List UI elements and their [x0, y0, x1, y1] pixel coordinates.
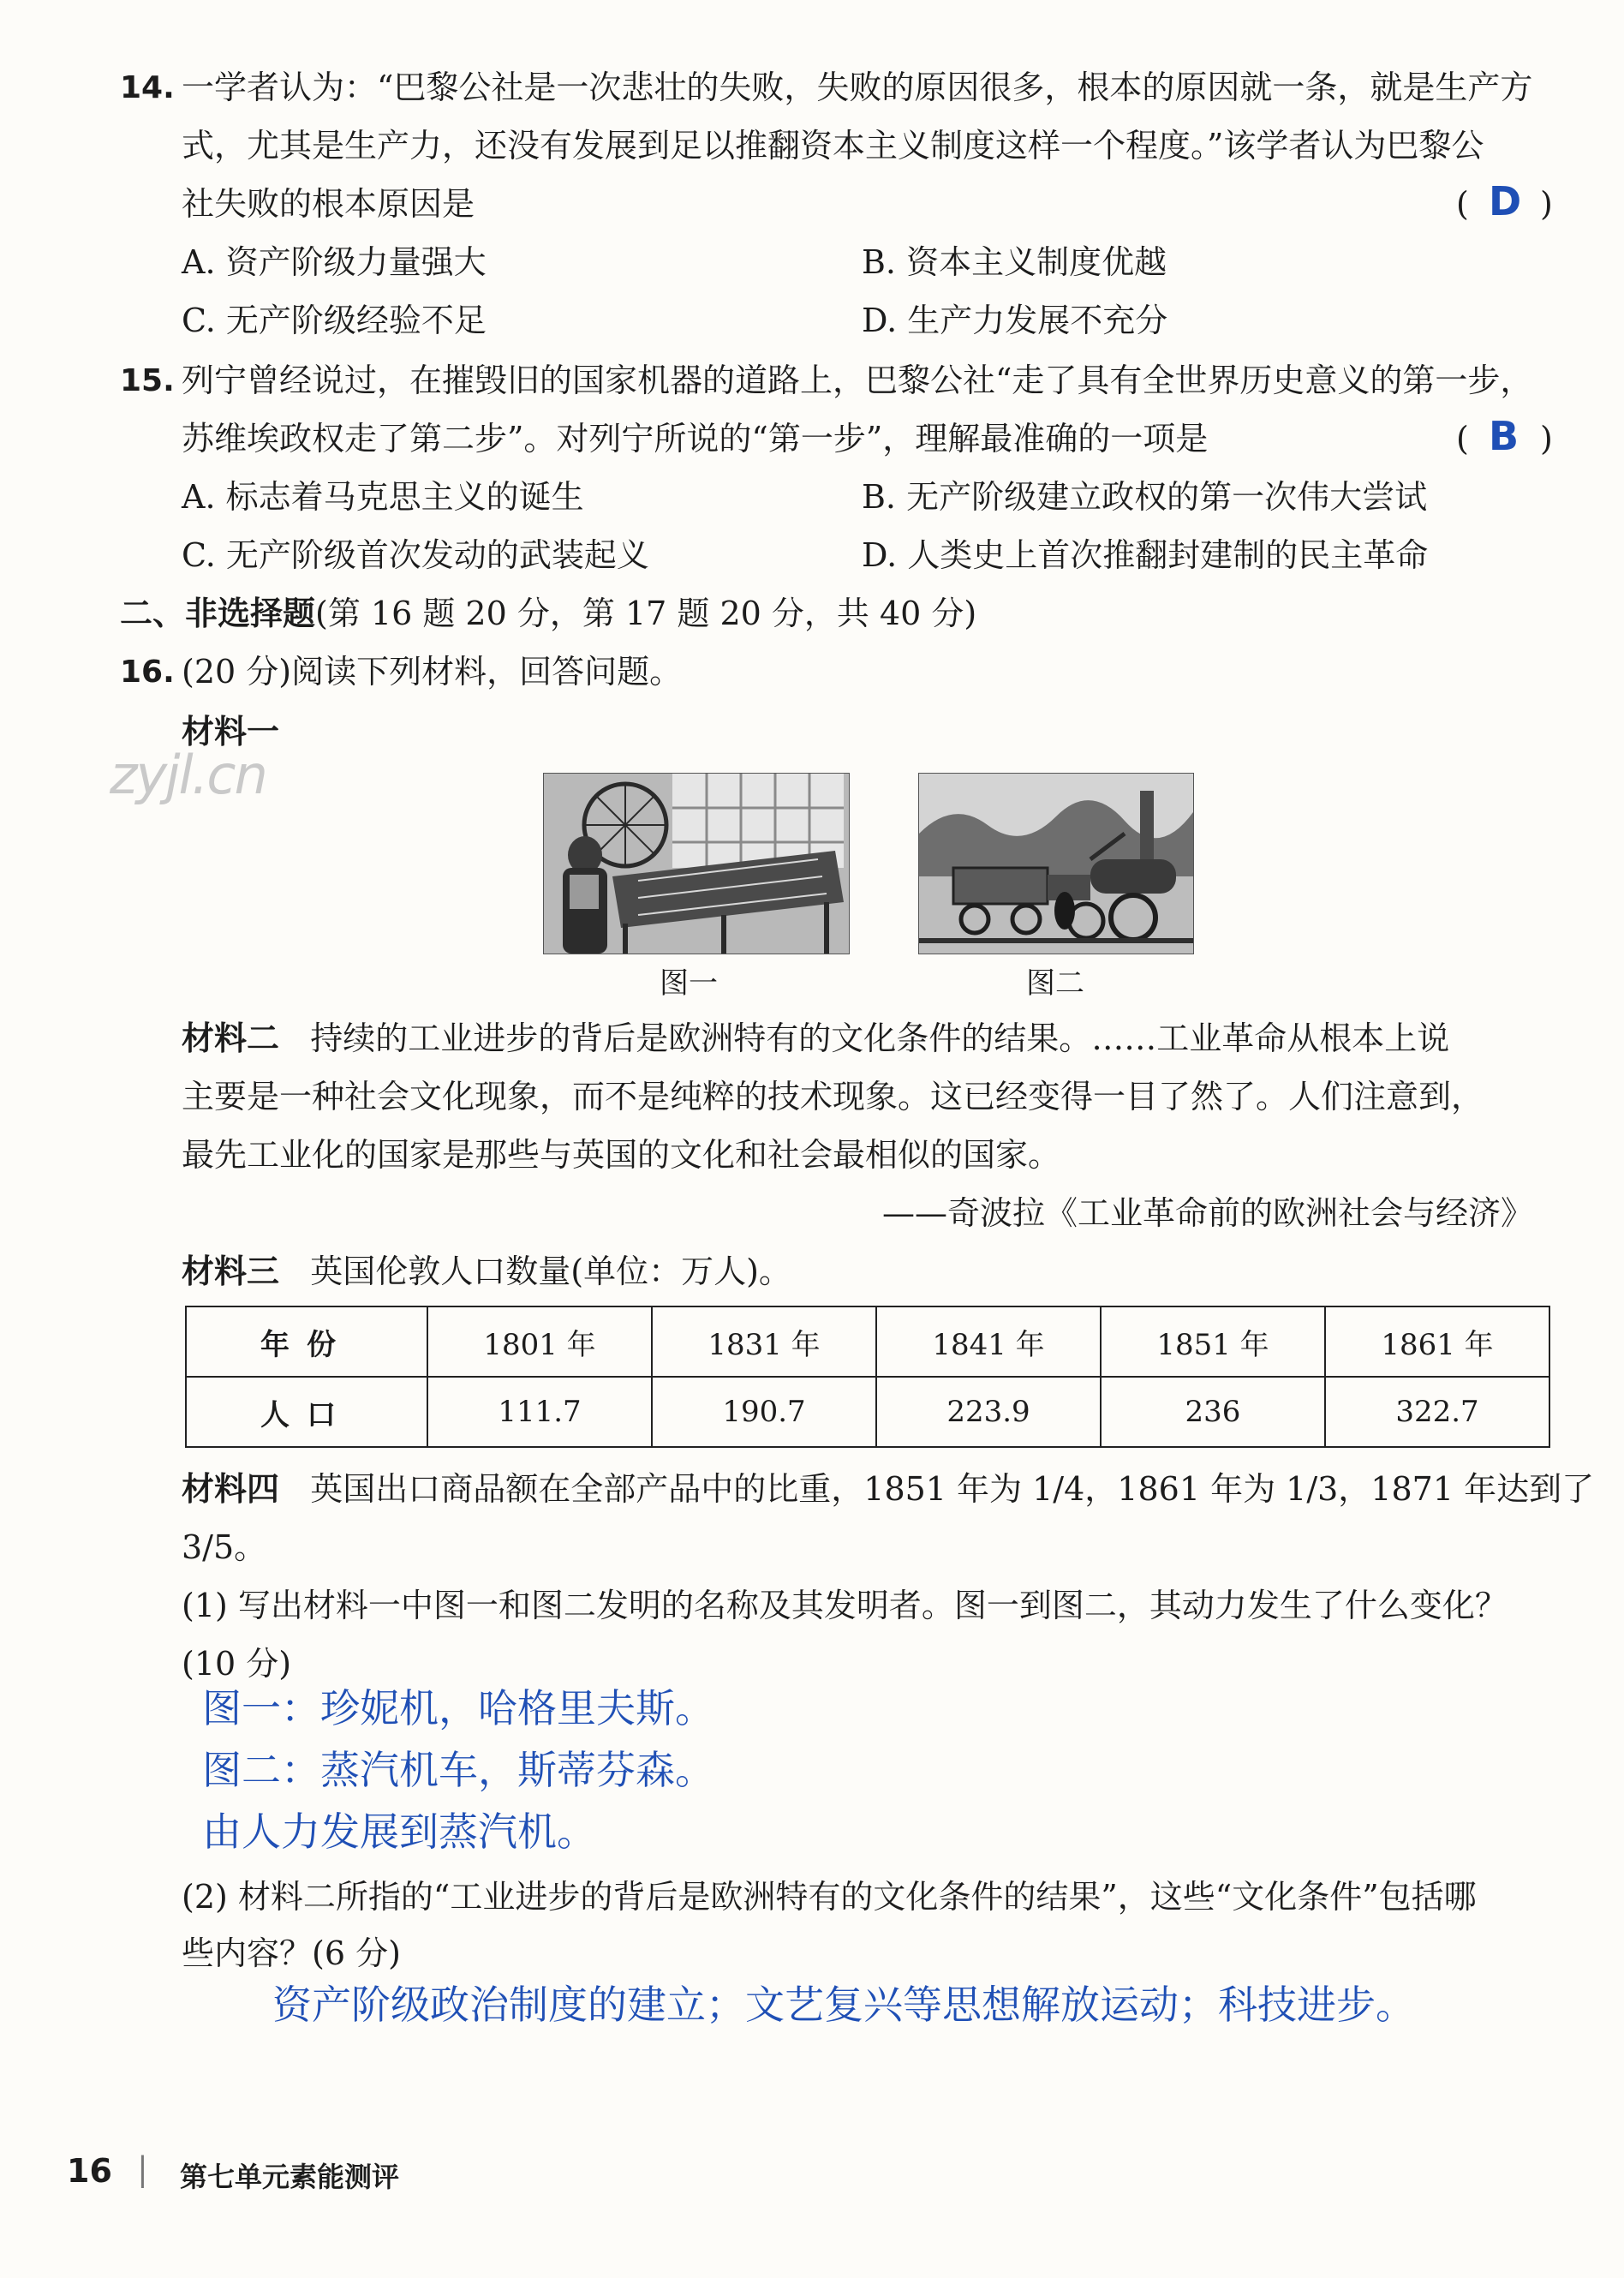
- q15-stem-line1: 列宁曾经说过，在摧毁旧的国家机器的道路上，巴黎公社“走了具有全世界历史意义的第一步，: [182, 362, 1533, 399]
- table-cell-population: 111.7: [427, 1377, 652, 1447]
- section2-heading: [120, 595, 976, 634]
- footer-separator: |: [137, 2150, 148, 2188]
- table-header-year: 年份: [186, 1306, 427, 1377]
- subq2-answer: 资产阶级政治制度的建立；文艺复兴等思想解放运动；科技进步。: [272, 1982, 1415, 2028]
- material1-label: 材料一: [182, 713, 280, 750]
- q15-option-b: B. 无产阶级建立政权的第一次伟大尝试: [862, 478, 1428, 516]
- table-cell-year: 1831 年: [652, 1306, 876, 1377]
- q14-stem-line1: 一学者认为：“巴黎公社是一次悲壮的失败，失败的原因很多，根本的原因就一条，就是生产方: [182, 69, 1533, 106]
- subq2-line1: (2) 材料二所指的“工业进步的背后是欧洲特有的文化条件的结果”，这些“文化条件”包括哪: [182, 1878, 1477, 1916]
- q15-paren-open: (: [1456, 420, 1469, 457]
- material2-line1: [182, 1019, 1449, 1059]
- q14-answer: D: [1489, 178, 1522, 224]
- table-cell-year: 1841 年: [876, 1306, 1101, 1377]
- table-cell-year: 1861 年: [1325, 1306, 1549, 1377]
- material2-text-line1: 持续的工业进步的背后是欧洲特有的文化条件的结果。……工业革命从根本上说: [310, 1019, 1450, 1057]
- section2-title: 二、非选择题: [120, 595, 316, 632]
- q14-option-a: A. 资产阶级力量强大: [182, 243, 487, 281]
- material2-source: ——奇波拉《工业革命前的欧洲社会与经济》: [882, 1194, 1534, 1232]
- table-cell-year: 1851 年: [1101, 1306, 1325, 1377]
- figure2-caption: 图二: [1026, 966, 1084, 1001]
- table-row-population: [186, 1377, 1549, 1447]
- material4-line2: 3/5。: [182, 1528, 267, 1566]
- q15-option-c: C. 无产阶级首次发动的武装起义: [182, 536, 649, 574]
- footer-unit-title: 第七单元素能测评: [180, 2161, 400, 2193]
- material3-line: [182, 1253, 791, 1292]
- subq1-line1: (1) 写出材料一中图一和图二发明的名称及其发明者。图一到图二，其动力发生了什么变化？: [182, 1587, 1508, 1624]
- table-cell-year: 1801 年: [427, 1306, 652, 1377]
- table-header-population: 人口: [186, 1377, 427, 1447]
- figure1-drawing: [544, 774, 849, 954]
- material4-text-line1: 英国出口商品额在全部产品中的比重，1851 年为 1/4，1861 年为 1/3，1871 年达到了: [310, 1470, 1595, 1508]
- material2-label: 材料二: [182, 1019, 280, 1057]
- figure2-drawing: [919, 774, 1193, 954]
- q14-option-b: B. 资本主义制度优越: [862, 243, 1167, 281]
- q16-number: 16.: [120, 655, 175, 690]
- page-number: 16: [67, 2152, 112, 2190]
- table-cell-population: 236: [1101, 1377, 1325, 1447]
- material3-label: 材料三: [182, 1253, 280, 1290]
- figure1-caption: 图一: [660, 966, 718, 1001]
- table-row-years: [186, 1306, 1549, 1377]
- q14-stem-line2: 式，尤其是生产力，还没有发展到足以推翻资本主义制度这样一个程度。”该学者认为巴黎公: [182, 127, 1484, 164]
- material2-line2: 主要是一种社会文化现象，而不是纯粹的技术现象。这已经变得一目了然了。人们注意到，: [182, 1078, 1484, 1115]
- q14-stem-line3: 社失败的根本原因是: [182, 185, 475, 223]
- material3-text: 英国伦敦人口数量(单位：万人)。: [310, 1253, 791, 1290]
- table-cell-population: 190.7: [652, 1377, 876, 1447]
- subq2-line2: 些内容？(6 分): [182, 1934, 401, 1972]
- q14-paren-close: ): [1540, 185, 1553, 223]
- q14-number: 14.: [120, 70, 175, 105]
- table-cell-population: 223.9: [876, 1377, 1101, 1447]
- material2-line3: 最先工业化的国家是那些与英国的文化和社会最相似的国家。: [182, 1136, 1061, 1174]
- q15-option-d: D. 人类史上首次推翻封建制的民主革命: [862, 536, 1429, 574]
- material4-line1: [182, 1470, 1594, 1510]
- subq1-line2: (10 分): [182, 1645, 292, 1683]
- q15-answer: B: [1489, 413, 1520, 459]
- subq1-answer-line3: 由人力发展到蒸汽机。: [202, 1809, 596, 1855]
- watermark: zyjl.cn: [110, 744, 266, 806]
- material4-label: 材料四: [182, 1470, 280, 1508]
- q14-paren-open: (: [1456, 185, 1469, 223]
- q15-option-a: A. 标志着马克思主义的诞生: [182, 478, 584, 516]
- q15-number: 15.: [120, 363, 175, 398]
- figure1-spinning-jenny-image: [543, 773, 850, 954]
- figure2-steam-locomotive-image: [918, 773, 1194, 954]
- population-table: [185, 1306, 1550, 1448]
- q15-paren-close: ): [1540, 420, 1553, 457]
- subq1-answer-line1: 图一：珍妮机，哈格里夫斯。: [202, 1685, 714, 1731]
- table-cell-population: 322.7: [1325, 1377, 1549, 1447]
- q16-intro: (20 分)阅读下列材料，回答问题。: [182, 653, 683, 691]
- section2-note: (第 16 题 20 分，第 17 题 20 分，共 40 分): [315, 595, 977, 632]
- q14-option-d: D. 生产力发展不充分: [862, 302, 1168, 339]
- q15-stem-line2: 苏维埃政权走了第二步”。对列宁所说的“第一步”，理解最准确的一项是: [182, 420, 1209, 457]
- subq1-answer-line2: 图二：蒸汽机车，斯蒂芬森。: [202, 1747, 714, 1793]
- q14-option-c: C. 无产阶级经验不足: [182, 302, 487, 339]
